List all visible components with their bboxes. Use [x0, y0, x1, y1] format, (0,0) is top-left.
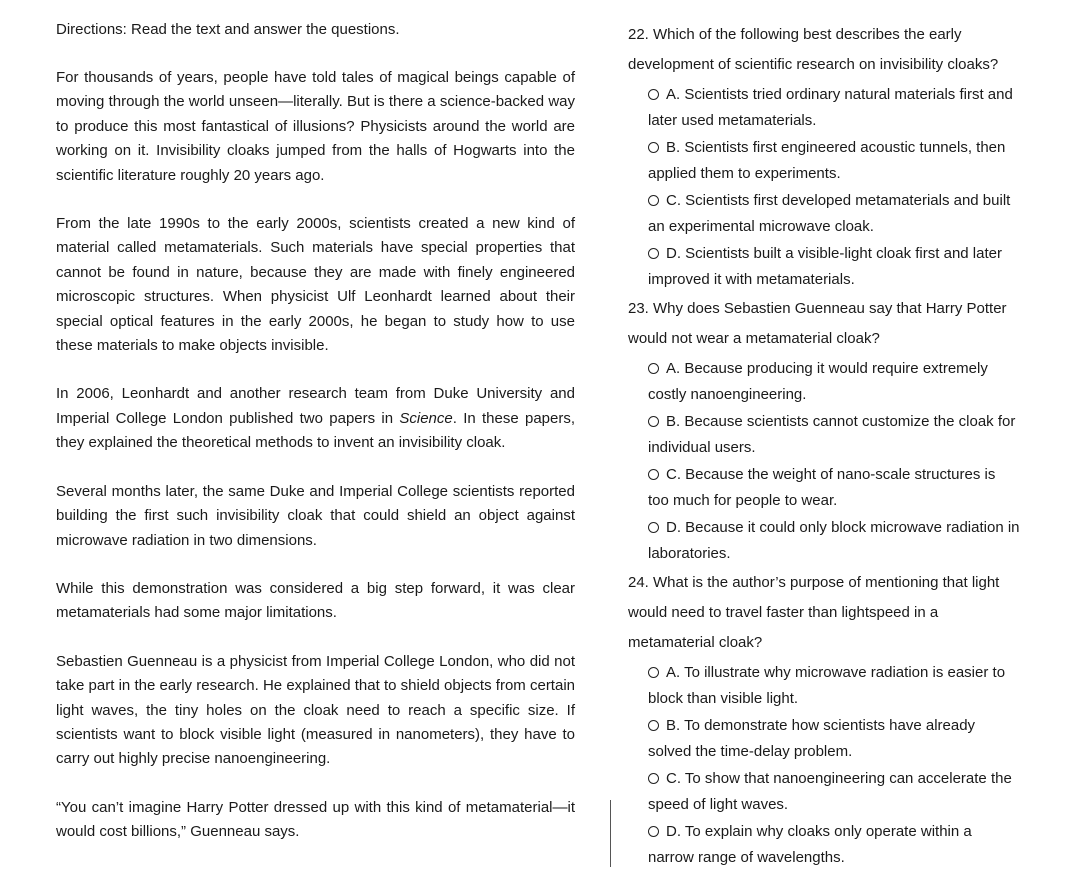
- radio-button-icon[interactable]: [648, 667, 659, 678]
- option-label: B. To demonstrate how scientists have already solved the time-delay problem.: [648, 717, 976, 760]
- paragraph-text-before: In 2006, Leonhardt and another research team from Duke University and Imperial College London published two papers in: [56, 385, 575, 427]
- radio-button-icon[interactable]: [648, 826, 659, 837]
- radio-button-icon[interactable]: [648, 89, 659, 100]
- paragraph-text-after: . In these papers, they explained the theoretical methods to invent an invisibility cloak.: [56, 409, 576, 452]
- answer-option-a[interactable]: [648, 356, 1028, 408]
- option-label: D. Scientists built a visible-light cloak first and later improved it with metamaterials.: [648, 245, 1002, 288]
- passage-paragraph-7: “You can’t imagine Harry Potter dressed up with this kind of metamaterial—it would cost billions,” Guenneau says.: [56, 798, 575, 841]
- radio-button-icon[interactable]: [648, 469, 659, 480]
- radio-button-icon[interactable]: [648, 142, 659, 153]
- passage-paragraph-6: Sebastien Guenneau is a physicist from Imperial College London, who did not take part in the early research. He explained that to shield objects from certain light waves, the tiny holes on the cloak need to reach a specific size. If scientists want to block visible light (measured in nanometers), they have to carry out highly precise nanoengineering.: [56, 652, 575, 768]
- question-prompt: 23. Why does Sebastien Guenneau say that Harry Potter would not wear a metamaterial cloak?: [628, 300, 1007, 347]
- passage-paragraph-2: From the late 1990s to the early 2000s, scientists created a new kind of material called metamaterials. Such materials have special properties that cannot be found in nature, because they are made with finely engineered microscopic structures. When physicist Ulf Leonhardt learned about their special optical features in the early 2000s, he began to study how to use these materials to make objects invisible.: [56, 215, 575, 355]
- answer-option-d[interactable]: [648, 819, 1028, 871]
- radio-button-icon[interactable]: [648, 248, 659, 259]
- radio-button-icon[interactable]: [648, 522, 659, 533]
- journal-name: Science: [399, 409, 453, 427]
- column-divider: [610, 800, 611, 867]
- option-label: D. To explain why cloaks only operate within a narrow range of wavelengths.: [648, 823, 972, 866]
- answer-option-c[interactable]: [648, 188, 1028, 240]
- radio-button-icon[interactable]: [648, 720, 659, 731]
- answer-option-c[interactable]: [648, 766, 1028, 818]
- question-prompt: 22. Which of the following best describes the early development of scientific research on invisibility cloaks?: [628, 26, 999, 73]
- reading-passage: [56, 18, 575, 869]
- option-label: A. To illustrate why microwave radiation is easier to block than visible light.: [648, 664, 1006, 707]
- option-label: C. Scientists first developed metamaterials and built an experimental microwave cloak.: [648, 192, 1011, 235]
- option-label: A. Because producing it would require extremely costly nanoengineering.: [648, 360, 988, 403]
- option-label: C. To show that nanoengineering can accelerate the speed of light waves.: [648, 770, 1012, 813]
- answer-option-c[interactable]: [648, 462, 1028, 514]
- option-label: D. Because it could only block microwave radiation in laboratories.: [648, 519, 1020, 562]
- answer-option-a[interactable]: [648, 660, 1028, 712]
- option-label: C. Because the weight of nano-scale structures is too much for people to wear.: [648, 466, 996, 509]
- answer-option-a[interactable]: [648, 82, 1028, 134]
- radio-button-icon[interactable]: [648, 195, 659, 206]
- answer-option-b[interactable]: [648, 713, 1028, 765]
- passage-paragraph-4: Several months later, the same Duke and Imperial College scientists reported building the first such invisibility cloak that could shield an object against microwave radiation in two dimensions.: [56, 482, 575, 549]
- directions-text: Directions: Read the text and answer the questions.: [56, 21, 400, 38]
- option-label: B. Because scientists cannot customize the cloak for individual users.: [648, 413, 1016, 456]
- passage-paragraph-5: While this demonstration was considered a big step forward, it was clear metamaterials had some major limitations.: [56, 579, 575, 622]
- passage-paragraph-3: [56, 382, 575, 455]
- passage-paragraph-1: For thousands of years, people have told tales of magical beings capable of moving through the world unseen—literally. But is there a science-backed way to produce this most fantastical of illusions? Physicists around the world are working on it. Invisibility cloaks jumped from the halls of Hogwarts into the scientific literature roughly 20 years ago.: [56, 69, 575, 184]
- answer-option-d[interactable]: [648, 515, 1028, 567]
- radio-button-icon[interactable]: [648, 363, 659, 374]
- radio-button-icon[interactable]: [648, 773, 659, 784]
- answer-option-b[interactable]: [648, 135, 1028, 187]
- option-label: A. Scientists tried ordinary natural materials first and later used metamaterials.: [648, 86, 1013, 129]
- radio-button-icon[interactable]: [648, 416, 659, 427]
- question-prompt: 24. What is the author’s purpose of mentioning that light would need to travel faster than lightspeed in a metamaterial cloak?: [628, 574, 1000, 651]
- option-label: B. Scientists first engineered acoustic tunnels, then applied them to experiments.: [648, 139, 1006, 182]
- answer-option-d[interactable]: [648, 241, 1028, 293]
- answer-option-b[interactable]: [648, 409, 1028, 461]
- question-22: [628, 20, 1028, 293]
- question-23: [628, 294, 1028, 567]
- question-24: [628, 568, 1028, 871]
- questions-section: [628, 20, 1028, 872]
